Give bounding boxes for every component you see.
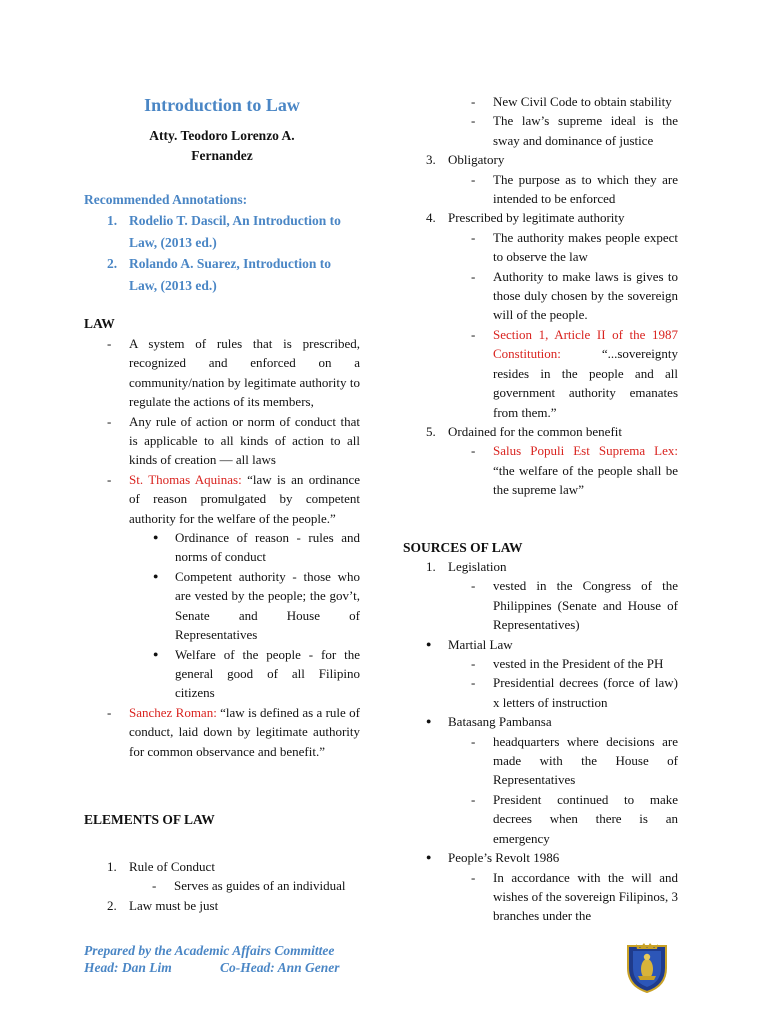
item-text: Martial Law [448, 636, 513, 652]
source-batasang [403, 712, 678, 731]
element-item-3 [403, 150, 678, 169]
roman-definition [84, 703, 360, 761]
law-bullet: ● Welfare of the people - for the general good of all Filipino citizens [84, 645, 360, 703]
footer-head: Head: Dan Lim [84, 960, 172, 975]
recommended-heading: Recommended Annotations: [84, 192, 248, 207]
law-section [84, 334, 360, 761]
footer-prepared-by: Prepared by the Academic Affairs Committee [84, 943, 335, 958]
item-number: 2. [107, 256, 118, 271]
elements-section-left [84, 857, 360, 915]
element-item-2 [84, 896, 360, 915]
elements-section-right [403, 92, 678, 500]
law-definition-2: - Any rule of action or norm of conduct that is applicable to all kinds of action to all kinds of creation — all laws [84, 412, 360, 470]
aquinas-quote: “law is an ordinance of reason promulgated by competent authority for the welfare of the people.” [129, 471, 360, 526]
item-number: 4. [426, 210, 436, 226]
item-number: 1. [426, 559, 436, 574]
constitution-quote [403, 325, 678, 422]
bullet-icon: ● [426, 716, 432, 727]
roman-name: Sanchez Roman: [129, 704, 217, 720]
source-legislation [403, 557, 678, 576]
author-line-1: Atty. Teodoro Lorenzo A. [149, 128, 295, 143]
item-text: Legislation [448, 559, 507, 574]
footer [84, 942, 340, 976]
constitution-text: “...sovereignty resides in the people and all government authority emanates from them.” [493, 346, 678, 420]
element-item-1-sub: - Serves as guides of an individual [84, 876, 360, 895]
item-number: 5. [426, 423, 436, 439]
item-text: Rodelio T. Dascil, An Introduction to Law, (2013 ed.) [129, 213, 341, 250]
source-batasang-sub: - President continued to make decrees when there is an emergency [403, 790, 678, 848]
source-revolt-sub: - In accordance with the will and wishes of the sovereign Filipinos, 3 branches under the [403, 868, 678, 926]
item-text: Batasang Pambansa [448, 714, 552, 730]
element-item-2-sub: - The law’s supreme ideal is the sway and dominance of justice [403, 111, 678, 150]
salus-name: Salus Populi Est Suprema Lex: [493, 443, 678, 459]
law-definition-1: - A system of rules that is prescribed, recognized and enforced on a community/nation by legitimate authority to regulate the actions of its members, [84, 334, 360, 412]
bullet-icon: ● [426, 638, 432, 649]
aquinas-definition [84, 470, 360, 528]
salus-quote [403, 441, 678, 499]
committee-seal-icon [624, 942, 670, 994]
recommended-list [84, 210, 360, 296]
element-item-4-sub: - Authority to make laws is gives to those duly chosen by the sovereign will of the people. [403, 267, 678, 325]
item-number: 1. [107, 213, 118, 228]
item-number: 3. [426, 152, 436, 168]
sources-heading: SOURCES OF LAW [403, 540, 523, 555]
element-item-3-sub: - The purpose as to which they are intended to be enforced [403, 170, 678, 209]
elements-heading: ELEMENTS OF LAW [84, 812, 215, 827]
item-text: Prescribed by legitimate authority [448, 210, 625, 226]
sources-section [403, 557, 678, 926]
source-revolt [403, 848, 678, 867]
element-item-1 [84, 857, 360, 876]
law-heading: LAW [84, 316, 115, 331]
salus-text: “the welfare of the people shall be the supreme law” [493, 462, 678, 498]
author-line-2: Fernandez [191, 148, 253, 163]
source-legislation-sub: - vested in the Congress of the Philippines (Senate and House of Representatives) [403, 576, 678, 634]
source-martial [403, 635, 678, 654]
item-text: People’s Revolt 1986 [448, 850, 560, 866]
roman-quote: “law is defined as a rule of conduct, laid down by legitimate authority for common observance and benefit.” [129, 704, 360, 759]
element-item-2-sub: - New Civil Code to obtain stability [403, 92, 678, 111]
item-text: Rule of Conduct [129, 859, 215, 874]
page-title: Introduction to Law [144, 95, 300, 115]
recommended-item [84, 210, 360, 253]
element-item-4-sub: - The authority makes people expect to observe the law [403, 228, 678, 267]
item-number: 1. [107, 859, 117, 874]
source-martial-sub: - Presidential decrees (force of law) x letters of instruction [403, 673, 678, 712]
source-batasang-sub: - headquarters where decisions are made with the House of Representatives [403, 732, 678, 790]
element-item-5 [403, 422, 678, 441]
item-text: Ordained for the common benefit [448, 423, 622, 439]
law-bullet: ● Competent authority - those who are vested by the people; the gov’t, Senate and House of Representatives [84, 567, 360, 645]
aquinas-name: St. Thomas Aquinas: [129, 471, 242, 487]
footer-cohead: Co-Head: Ann Gener [220, 960, 340, 975]
element-item-4 [403, 208, 678, 227]
item-number: 2. [107, 897, 117, 913]
bullet-icon: ● [426, 852, 432, 863]
source-martial-sub: - vested in the President of the PH [403, 654, 678, 673]
item-text: Law must be just [129, 897, 219, 913]
item-text: Rolando A. Suarez, Introduction to Law, (2013 ed.) [129, 256, 332, 293]
author [84, 126, 360, 166]
law-bullet: ● Ordinance of reason - rules and norms of conduct [84, 528, 360, 567]
constitution-name: Section 1, Article II of the 1987 Constitution: [493, 326, 678, 362]
item-text: Obligatory [448, 152, 505, 168]
recommended-item [84, 253, 360, 296]
